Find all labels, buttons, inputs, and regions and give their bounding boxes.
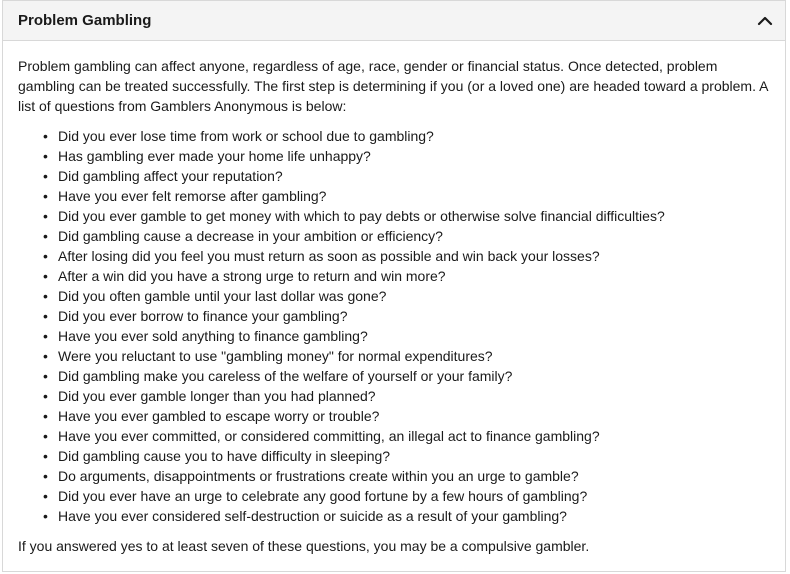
- question-text: Do arguments, disappointments or frustrations create within you an urge to gamble?: [58, 468, 579, 484]
- bullet-icon: •: [43, 208, 48, 224]
- list-item: [43, 166, 773, 186]
- list-item: [43, 366, 773, 386]
- bullet-icon: •: [43, 348, 48, 364]
- list-item: [43, 246, 773, 266]
- question-text: Did gambling cause you to have difficulty in sleeping?: [58, 448, 391, 464]
- bullet-icon: •: [43, 508, 48, 524]
- bullet-icon: •: [43, 308, 48, 324]
- list-item: [43, 286, 773, 306]
- bullet-icon: •: [43, 248, 48, 264]
- bullet-icon: •: [43, 288, 48, 304]
- bullet-icon: •: [43, 488, 48, 504]
- list-item: [43, 506, 773, 526]
- bullet-icon: •: [43, 408, 48, 424]
- question-text: Have you ever considered self-destruction or suicide as a result of your gambling?: [58, 508, 567, 524]
- accordion-header[interactable]: [3, 1, 785, 41]
- question-text: Have you ever felt remorse after gambling?: [58, 188, 327, 204]
- list-item: [43, 306, 773, 326]
- question-text: Have you ever committed, or considered committing, an illegal act to finance gambling?: [58, 428, 600, 444]
- question-text: Did you ever borrow to finance your gambling?: [58, 308, 348, 324]
- list-item: [43, 126, 773, 146]
- bullet-icon: •: [43, 188, 48, 204]
- bullet-icon: •: [43, 388, 48, 404]
- question-text: Did you ever have an urge to celebrate any good fortune by a few hours of gambling?: [58, 488, 588, 504]
- accordion-panel: [2, 0, 786, 572]
- question-text: After a win did you have a strong urge to return and win more?: [58, 268, 446, 284]
- question-text: Did you ever gamble longer than you had planned?: [58, 388, 376, 404]
- list-item: [43, 386, 773, 406]
- list-item: [43, 346, 773, 366]
- bullet-icon: •: [43, 228, 48, 244]
- bullet-icon: •: [43, 128, 48, 144]
- list-item: [43, 266, 773, 286]
- question-text: Have you ever gambled to escape worry or trouble?: [58, 408, 380, 424]
- bullet-icon: •: [43, 368, 48, 384]
- bullet-icon: •: [43, 268, 48, 284]
- outro-paragraph: If you answered yes to at least seven of these questions, you may be a compulsive gambler.: [18, 538, 590, 554]
- list-item: [43, 206, 773, 226]
- question-text: Were you reluctant to use "gambling money" for normal expenditures?: [58, 348, 493, 364]
- question-text: Did you ever lose time from work or school due to gambling?: [58, 128, 434, 144]
- question-text: Did gambling make you careless of the welfare of yourself or your family?: [58, 368, 513, 384]
- bullet-icon: •: [43, 168, 48, 184]
- questions-list: [18, 126, 773, 526]
- panel-title: Problem Gambling: [18, 12, 152, 29]
- list-item: [43, 446, 773, 466]
- bullet-icon: •: [43, 468, 48, 484]
- list-item: [43, 186, 773, 206]
- question-text: Did gambling cause a decrease in your ambition or efficiency?: [58, 228, 443, 244]
- intro-paragraph: Problem gambling can affect anyone, regardless of age, race, gender or financial status. Once detected, problem gambling can be treated successfully. The first step is determining if you (or a loved one) are headed toward a problem. A list of questions from Gamblers Anonymous is below:: [18, 58, 768, 114]
- question-text: After losing did you feel you must return as soon as possible and win back your losses?: [58, 248, 600, 264]
- list-item: [43, 326, 773, 346]
- question-text: Did you often gamble until your last dollar was gone?: [58, 288, 387, 304]
- list-item: [43, 466, 773, 486]
- list-item: [43, 426, 773, 446]
- question-text: Has gambling ever made your home life unhappy?: [58, 148, 371, 164]
- question-text: Did you ever gamble to get money with which to pay debts or otherwise solve financial difficulties?: [58, 208, 665, 224]
- bullet-icon: •: [43, 148, 48, 164]
- accordion-body: [3, 41, 785, 556]
- bullet-icon: •: [43, 428, 48, 444]
- bullet-icon: •: [43, 328, 48, 344]
- question-text: Have you ever sold anything to finance gambling?: [58, 328, 368, 344]
- list-item: [43, 226, 773, 246]
- question-text: Did gambling affect your reputation?: [58, 168, 283, 184]
- chevron-up-icon[interactable]: [755, 11, 775, 31]
- list-item: [43, 146, 773, 166]
- bullet-icon: •: [43, 448, 48, 464]
- list-item: [43, 486, 773, 506]
- list-item: [43, 406, 773, 426]
